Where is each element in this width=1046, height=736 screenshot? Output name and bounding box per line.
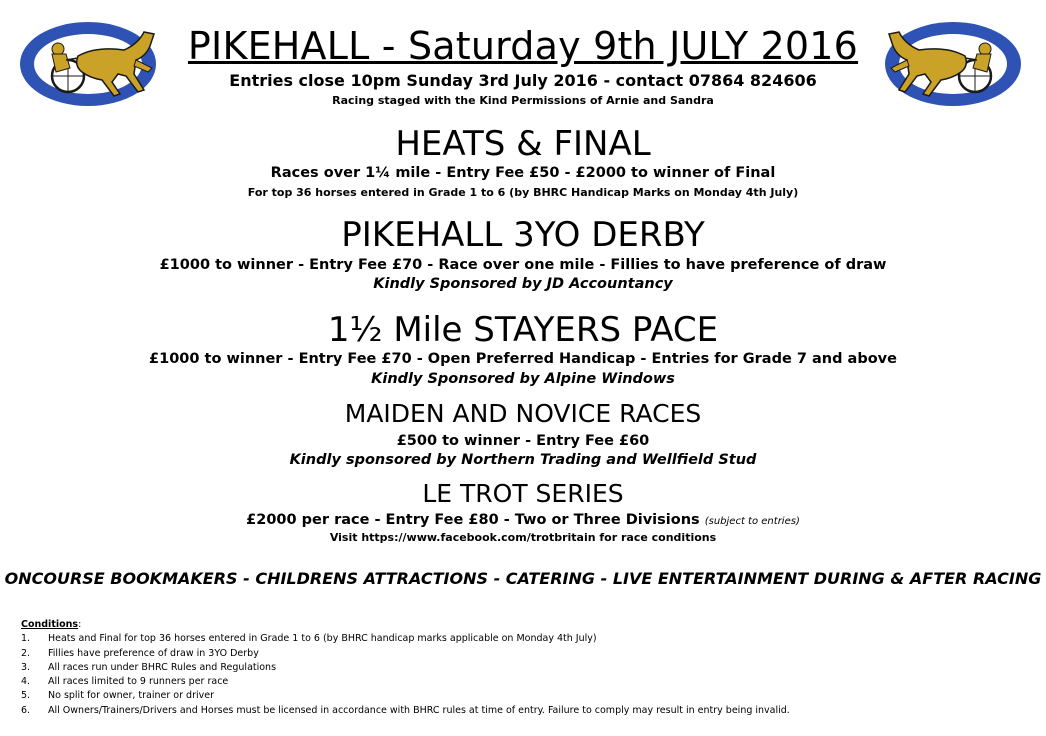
condition-number: 4. xyxy=(21,676,31,688)
letrot-details xyxy=(0,510,1046,532)
letrot-details-text: £2000 per race - Entry Fee £80 - Two or Three Divisions xyxy=(246,512,700,528)
condition-text: No split for owner, trainer or driver xyxy=(48,690,214,702)
condition-number: 6. xyxy=(21,704,31,716)
heats-details: Races over 1¼ mile - Entry Fee £50 - £2000 to winner of Final xyxy=(270,165,776,181)
condition-text: All races limited to 9 runners per race xyxy=(48,676,229,688)
condition-text: Fillies have preference of draw in 3YO Derby xyxy=(48,647,259,659)
condition-text: All races run under BHRC Rules and Regulations xyxy=(48,661,277,673)
conditions-heading-text: Conditions xyxy=(21,619,79,630)
maiden-details: £500 to winner - Entry Fee £60 xyxy=(396,433,650,449)
heats-eligibility: For top 36 horses entered in Grade 1 to 6 (by BHRC Handicap Marks on Monday 4th July) xyxy=(247,186,799,199)
stayers-details: £1000 to winner - Entry Fee £70 - Open Preferred Handicap - Entries for Grade 7 and above xyxy=(149,351,897,367)
derby-details: £1000 to winner - Entry Fee £70 - Race over one mile - Fillies to have preference of draw xyxy=(159,257,887,273)
attractions-banner: ONCOURSE BOOKMAKERS - CHILDRENS ATTRACTIONS - CATERING - LIVE ENTERTAINMENT DURING & AFTER RACING xyxy=(4,569,1042,588)
condition-number: 5. xyxy=(21,690,31,702)
page-title: PIKEHALL - Saturday 9th JULY 2016 xyxy=(187,24,859,68)
condition-item xyxy=(21,647,790,661)
stayers-title: 1½ Mile STAYERS PACE xyxy=(327,310,719,350)
letrot-note: (subject to entries) xyxy=(704,516,800,527)
conditions-heading-colon: : xyxy=(78,619,82,630)
maiden-title: MAIDEN AND NOVICE RACES xyxy=(344,399,702,428)
maiden-sponsor: Kindly sponsored by Northern Trading and Wellfield Stud xyxy=(289,452,757,468)
letrot-link-info: Visit https://www.facebook.com/trotbritain for race conditions xyxy=(329,531,717,544)
permission-note: Racing staged with the Kind Permissions of Arnie and Sandra xyxy=(332,94,714,107)
condition-item xyxy=(21,632,790,646)
entries-info: Entries close 10pm Sunday 3rd July 2016 - contact 07864 824606 xyxy=(229,71,817,90)
condition-item xyxy=(21,661,790,675)
condition-number: 3. xyxy=(21,661,31,673)
condition-item xyxy=(21,675,790,689)
condition-item xyxy=(21,704,790,718)
letrot-title: LE TROT SERIES xyxy=(422,479,624,508)
derby-title: PIKEHALL 3YO DERBY xyxy=(341,215,705,255)
conditions-section xyxy=(21,618,790,718)
condition-text: All Owners/Trainers/Drivers and Horses must be licensed in accordance with BHRC rules at time of entry. Failure to comply may result in entry being invalid. xyxy=(48,704,790,716)
derby-sponsor: Kindly Sponsored by JD Accountancy xyxy=(373,276,673,292)
condition-text: Heats and Final for top 36 horses entered in Grade 1 to 6 (by BHRC handicap marks applicable on Monday 4th July) xyxy=(48,633,597,645)
heats-title: HEATS & FINAL xyxy=(395,124,651,164)
condition-number: 2. xyxy=(21,647,31,659)
stayers-sponsor: Kindly Sponsored by Alpine Windows xyxy=(371,371,675,387)
condition-number: 1. xyxy=(21,633,31,645)
conditions-heading xyxy=(21,618,790,632)
condition-item xyxy=(21,689,790,703)
